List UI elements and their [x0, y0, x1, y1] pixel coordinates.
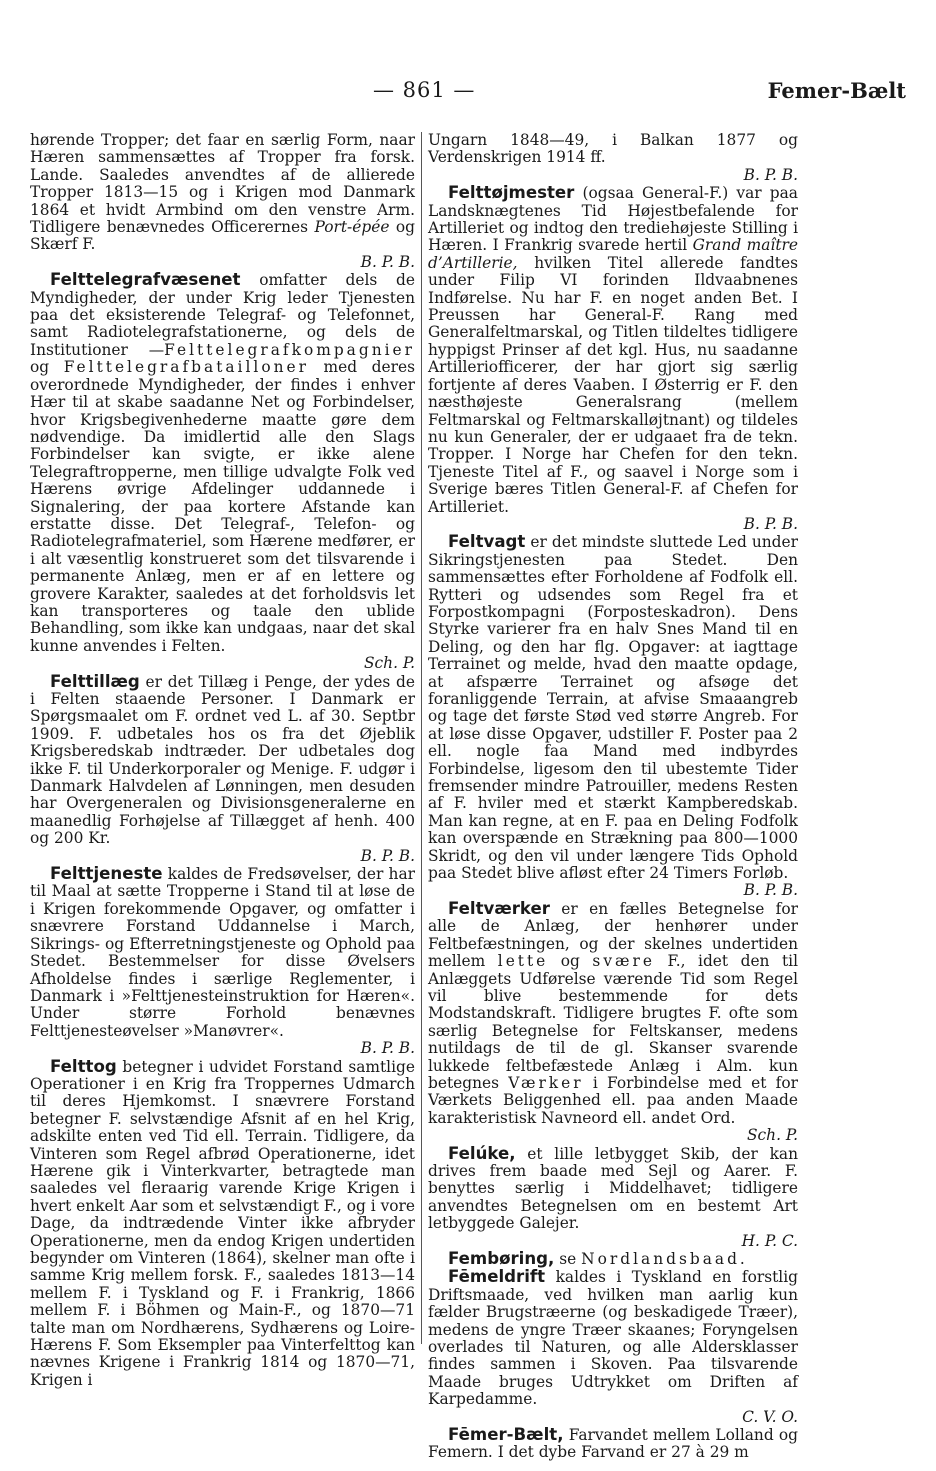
headword: Felúke,: [448, 1143, 516, 1163]
headword: Fembøring,: [448, 1249, 555, 1268]
article-signature: B. P. B.: [743, 881, 798, 900]
headword: Felttillæg: [50, 671, 140, 691]
article-continuation: hørende Tropper; det faar en særlig Form, naar Hæren sammensættes af Tropper fra forsk. Lande. Saaledes anvendtes af de allierede Tropper 1813—15 og i Krigen mod Danmark 1864 et hvidt Armbind om den venstre Arm. Tidligere benævnedes Officerernes Port-épée og Skærf F.: [30, 131, 416, 254]
headword: Felttjeneste: [50, 864, 163, 884]
right-column: [428, 132, 798, 1462]
article-femer-baelt: Fēmer-Bælt, Farvandet mellem Lolland og Femern. I det dybe Farvand er 27 à 29 m: [428, 1425, 798, 1462]
article-felttjeneste: Felttjeneste kaldes de Fredsøvelser, der har til Maal at sætte Tropperne i Stand til at løse de i Krigen forekommende Opgaver, og omfatter i snævrere Forstand Uddannelse i March, Sikrings- og Efterretningstjeneste og Ophold paa Stedet. Bestemmelser for disse Øvelsers Afholdelse findes i særlige Reglementer, i Danmark i »Felttjenesteinstruktion for Hæren«. Under større Forhold benævnes Felttjenesteøvelser »Manøvrer«.: [30, 864, 415, 1040]
article-femeldrift: Fēmeldrift kaldes i Tyskland en forstlig Driftsmaade, ved hvilken man aarlig kun fælder Brugstræerne (og beskadigede Træer), medens de yngre Træer skaanes; Foryngelsen overlades til Naturen, og alle Aldersklasser findes sammen i Skoven. Paa tilsvarende Maade bruges Udtrykket om Driften af Karpedamme.: [428, 1267, 798, 1409]
article-feluke: Felúke, et lille letbygget Skib, der kan drives frem baade med Sejl og Aarer. F. benyttes særlig i Middelhavet; tidligere anvendtes Betegnelsen om en bestemt Art letbyggede Galejer.: [428, 1143, 798, 1233]
article-felttog: Felttog betegner i udvidet Forstand samtlige Operationer i en Krig fra Troppernes Udmarch til deres Hjemkomst. I snævrere Forstand betegner F. selvstændige Afsnit af en hel Krig, adskilte enten ved Tid ell. Terrain. Tidligere, da Vinteren som Regel afbrød Operationerne, idet Hærene gik i Vinterkvarter, betragtede man saaledes vel fleraarig varende Krige Krigen i hvert enkelt Aar som et selvstændigt F., og i vore Dage, da indtrædende Vinter ikke afbryder Operationerne, men da endog Krigen undertiden begynder om Vinteren (1864), skelner man ofte i samme Krig mellem forsk. F., saaledes 1813—14 mellem F. i Tyskland og F. i Frankrig, 1866 mellem F. i Böhmen og Main-F., og 1870—71 talte man om Nordhærens, Sydhærens og Loire-Hærens F. Som Eksempler paa Vinterfelttog kan nævnes Krigene i Frankrig 1814 og 1870—71, Krigen i: [30, 1056, 415, 1389]
headword: Fēmer-Bælt,: [448, 1425, 564, 1445]
page-header: [0, 78, 936, 112]
headword: Felttelegrafvæsenet: [50, 270, 241, 290]
headword: Feltvagt: [448, 532, 526, 552]
column-divider: [421, 132, 422, 1344]
article-signature: B. P. B.: [360, 252, 415, 271]
headword: Felttog: [50, 1056, 117, 1076]
article-signature: Sch. P.: [364, 654, 415, 673]
article-signature: B. P. B.: [743, 165, 798, 184]
article-feltvagt: Feltvagt er det mindste sluttede Led under Sikringstjenesten paa Stedet. Den sammensættes efter Forholdene af Fodfolk ell. Rytteri og udsendes som Regel fra et Forpostkompagni (Forposteskadron). Dens Styrke varierer fra en halv Snes Mand til en Deling, og den har flg. Opgaver: at iagttage Terrainet og melde, hvad den maatte opdage, at afspærre Terrainet og afsøge det foranliggende Terrain, at afvise Smaaangreb og tage det første Stød ved større Angreb. For at løse disse Opgaver, udstiller F. Poster paa 2 ell. nogle faa Mand med indbyrdes Forbindelse, ligesom den til ubestemte Tider fremsender mindre Patrouiller, medens Resten af F. hviler med et stærkt Kampberedskab. Man kan regne, at en F. paa en Deling Fodfolk kan overspænde en Strækning paa 800—1000 Skridt, og den vil under længere Tids Ophold paa Stedet blive afløst efter 24 Timers Forløb.: [428, 532, 798, 883]
article-continuation: Ungarn 1848—49, i Balkan 1877 og Verdenskrigen 1914 ff.: [428, 131, 798, 167]
page-number: — 861 —: [373, 78, 476, 102]
article-feltvaerker: Feltværker er en fælles Betegnelse for alle de Anlæg, der henhører under Feltbefæstningen, og der skelnes undertiden mellem lette og svære F., idet den til Anlæggets Udførelse værende Tid som Regel vil blive bestemmende for dets Modstandskraft. Tidligere brugtes F. ofte som særlig Betegnelse for Feltskanser, medens nutildags de til de gl. Skanser svarende lukkede feltbefæstede Anlæg i Alm. kun betegnes Værker i Forbindelse med et for Værkets Beliggenhed ell. paa anden Maade karakteristisk Navneord ell. andet Ord.: [428, 898, 799, 1127]
running-head: Femer-Bælt: [767, 78, 906, 103]
article-signature: B. P. B.: [743, 514, 798, 533]
left-column: [30, 132, 415, 1389]
article-signature: Sch. P.: [747, 1126, 798, 1145]
article-fembøring: Fembøring, se Nordlandsbaad.: [448, 1249, 748, 1268]
article-felttillaeg: Felttillæg er det Tillæg i Penge, der ydes de i Felten staaende Personer. I Danmark er Spørgsmaalet om F. ordnet ved L. af 30. Septbr 1909. F. udbetales hos os fra det Øjeblik Krigsberedskab indtræder. Der udbetales dog ikke F. til Underkorporaler og Menige. F. udgør i Danmark Halvdelen af Lønningen, men desuden har Overgeneralen og Divisionsgeneralerne en maanedlig Forhøjelse af Tillægget af henh. 400 og 200 Kr.: [30, 671, 415, 848]
article-felttoejmester: Felttøjmester (ogsaa General-F.) var paa Landsknægtenes Tid Højestbefalende for Artilleriet og indtog den trediehøjeste Stilling i Hæren. I Frankrig svarede hertil Grand maître d’Artillerie, hvilken Titel allerede fandtes under Filip VI forinden Ildvaabnenes Indførelse. Nu har F. en noget anden Bet. I Preussen har General-F. Rang med Generalfeltmarskal, og Titlen tildeltes tidligere hyppigst Prinser af det kgl. Hus, nu saadanne Artilleriofficerer, der har gjort sig særlig fortjente af deres Vaaben. I Østerrig er F. den næsthøjeste Generalsrang (mellem Feltmarskal og Feltmarskalløjtnant) og tildeles nu kun Generaler, der er udgaaet fra de tekn. Tropper. I Norge har Chefen for den tekn. Tjeneste Titel af F., og saavel i Norge som i Sverige bæres Titlen General-F. af Chefen for Artilleriet.: [428, 183, 798, 516]
article-signature: H. P. C.: [741, 1231, 798, 1250]
headword: Felttøjmester: [448, 183, 575, 203]
article-signature: C. V. O.: [742, 1407, 798, 1426]
article-felttelegrafvaesenet: Felttelegrafvæsenet omfatter dels de Myndigheder, der under Krig leder Tjenesten paa det eksisterende Telegraf- og Telefonnet, samt Radiotelegrafstationerne, og dels de Institutioner —Felttelegrafkompagnier og Felttelegrafbatailloner med deres overordnede Myndigheder, der findes i enhver Hær til at skabe saadanne Net og Forbindelser, hvor Krigsbegivenhederne maatte gøre dem nødvendige. Da imidlertid alle den Slags Forbindelser kan svigte, er ikke alene Telegraftropperne, men tillige udvalgte Folk ved Hærens øvrige Afdelinger uddannede i Signalering, der paa kortere Afstande kan erstatte disse. Det Telegraf-, Telefon- og Radiotelegrafmateriel, som Hærene medfører, er i alt væsentlig konstrueret som det tilsvarende i permanente Anlæg, men er af en lettere og grovere Karakter, saaledes at det forholdsvis let kan transporteres og taale den ublide Behandling, som ikke kan undgaas, naar det skal kunne anvendes i Felten.: [30, 270, 415, 655]
headword: Feltværker: [448, 898, 550, 918]
article-signature: B. P. B.: [360, 846, 415, 865]
headword: Fēmeldrift: [448, 1267, 546, 1287]
article-signature: B. P. B.: [360, 1039, 415, 1058]
